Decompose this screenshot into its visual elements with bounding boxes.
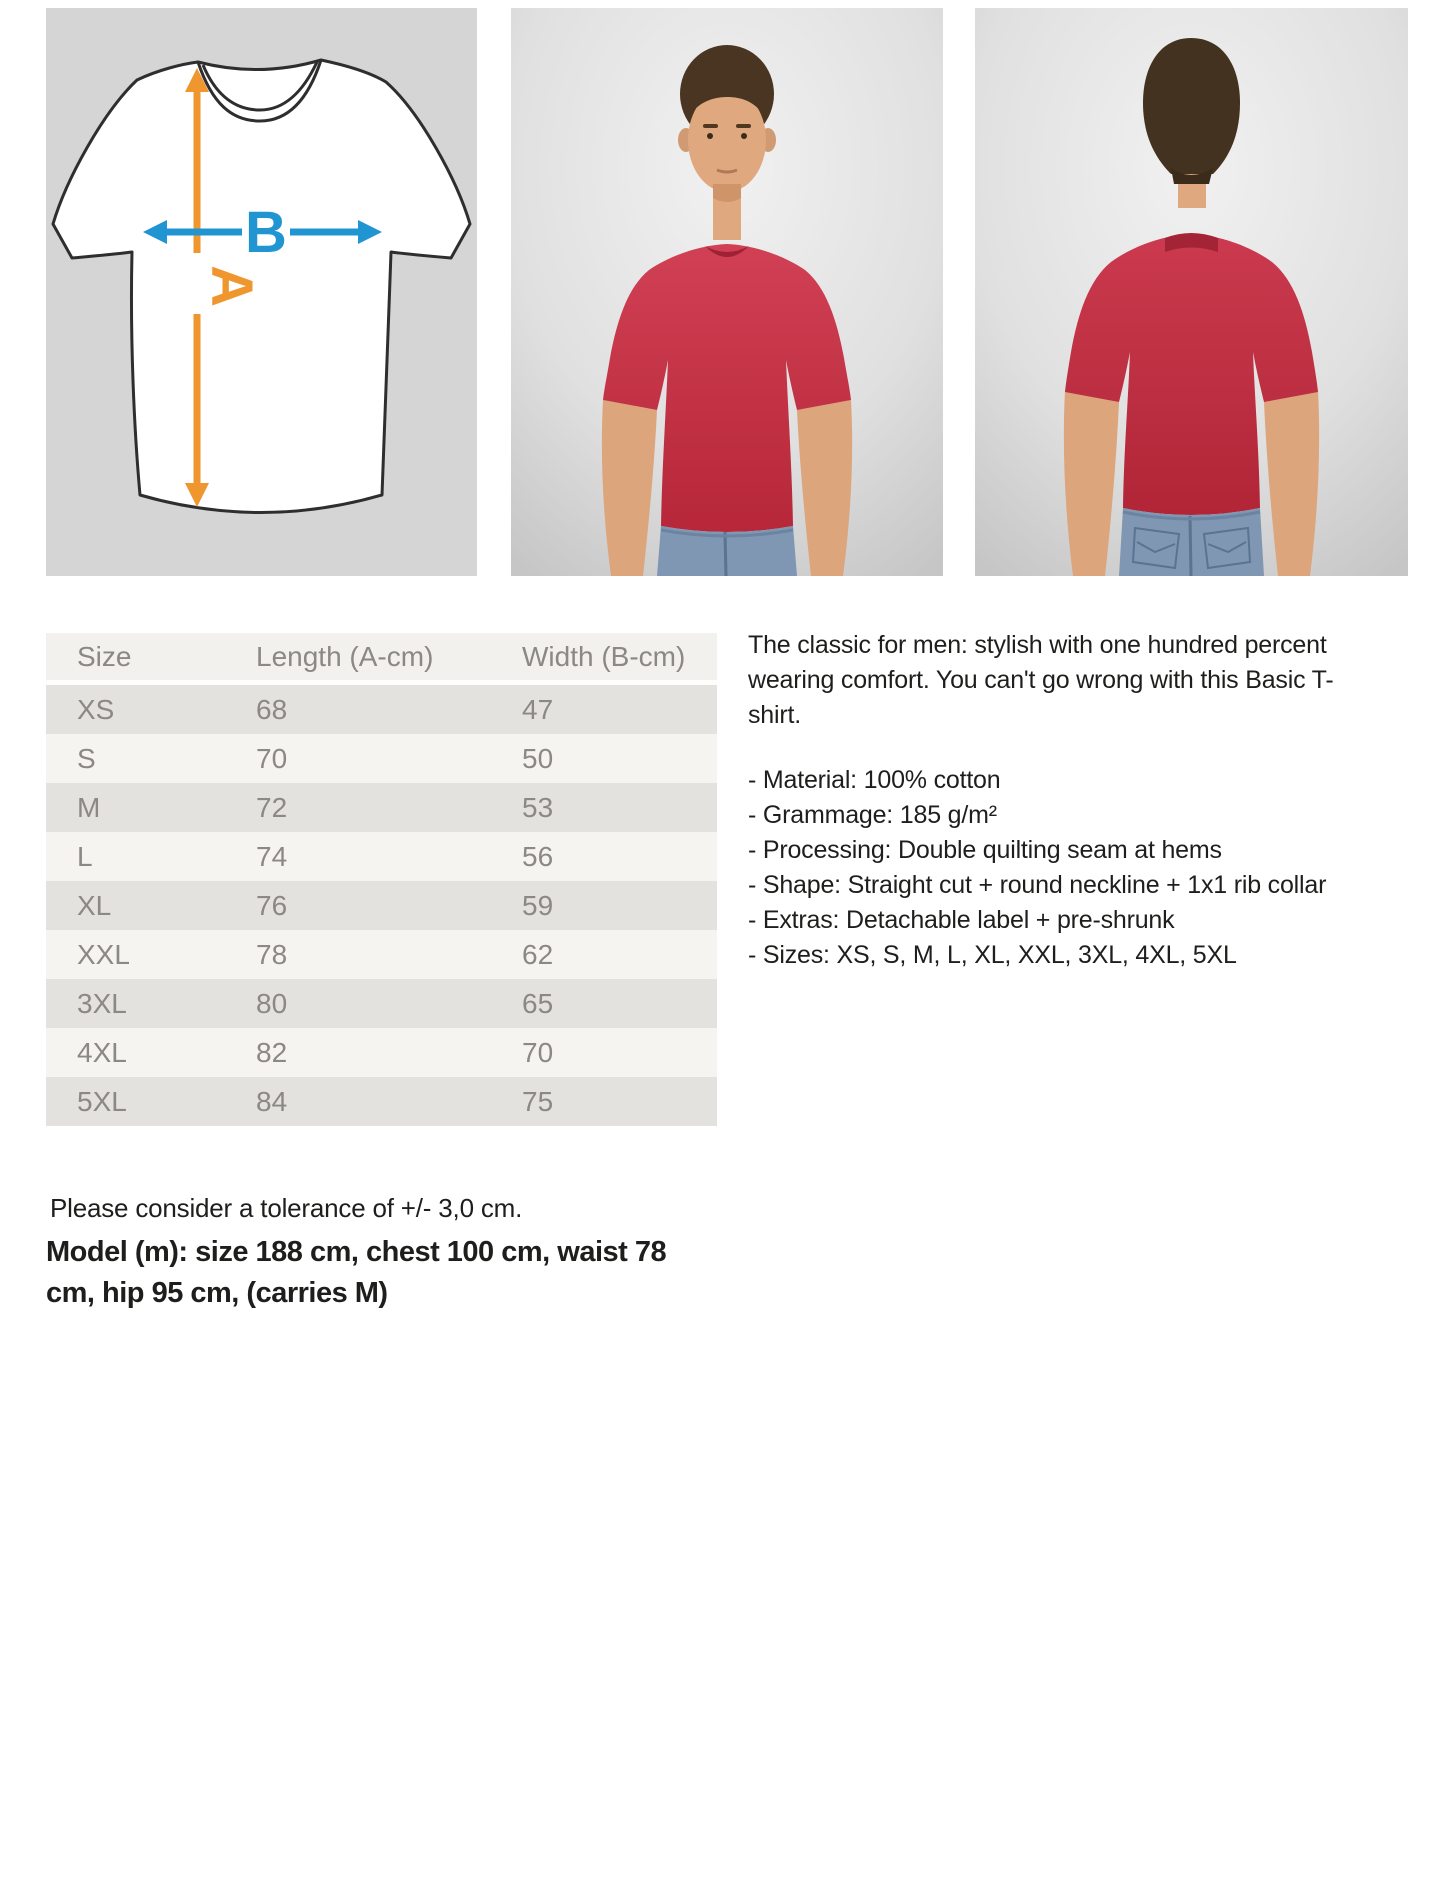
table-cell: XXL <box>77 938 130 970</box>
table-cell: 5XL <box>77 1085 127 1117</box>
table-cell: S <box>77 742 96 774</box>
bullet-item: - Grammage: 185 g/m² <box>748 801 997 829</box>
column-header-size: Size <box>46 633 225 683</box>
table-cell: 70 <box>256 742 288 774</box>
footer-notes <box>46 1192 711 1314</box>
tolerance-note: Please consider a tolerance of +/- 3,0 cm. <box>50 1193 523 1223</box>
table-cell: 59 <box>522 889 554 921</box>
model-info-note: Model (m): size 188 cm, chest 100 cm, waist 78 cm, hip 95 cm, (carries M) <box>46 1236 667 1309</box>
table-cell: 70 <box>522 1036 554 1068</box>
table-cell: M <box>77 791 101 823</box>
table-cell: 65 <box>522 987 554 1019</box>
size-table <box>46 633 717 1126</box>
table-cell: 53 <box>522 791 554 823</box>
model-front-photo <box>511 8 943 576</box>
bullet-item: - Shape: Straight cut + round neckline + 1x1 rib collar <box>748 871 1327 899</box>
table-cell: 50 <box>522 742 554 774</box>
model-back-figure <box>975 8 1408 576</box>
table-row <box>46 1028 717 1077</box>
table-cell: 56 <box>522 840 554 872</box>
table-row <box>46 881 717 930</box>
description-bullets <box>748 763 1368 973</box>
table-row <box>46 1077 717 1126</box>
table-row <box>46 783 717 832</box>
table-cell: 82 <box>256 1036 288 1068</box>
model-back-photo <box>975 8 1408 576</box>
table-cell: XL <box>77 889 112 921</box>
description-intro: The classic for men: stylish with one hundred percent wearing comfort. You can't go wrong with this Basic T-shirt. <box>748 631 1334 729</box>
table-cell: 74 <box>256 840 288 872</box>
table-header-row <box>46 633 717 683</box>
table-row <box>46 683 717 735</box>
bullet-item: - Material: 100% cotton <box>748 766 1001 794</box>
table-row <box>46 930 717 979</box>
table-cell: 3XL <box>77 987 127 1019</box>
column-header-width: Width (B-cm) <box>491 633 717 683</box>
table-cell: 72 <box>256 791 288 823</box>
front-jeans <box>657 526 797 576</box>
label-a: A <box>199 265 264 307</box>
size-diagram-graphic <box>46 8 477 576</box>
table-cell: 76 <box>256 889 288 921</box>
product-description <box>748 628 1368 973</box>
table-cell: 62 <box>522 938 554 970</box>
table-cell: L <box>77 840 93 872</box>
table-cell: 47 <box>522 693 554 725</box>
bullet-item: - Sizes: XS, S, M, L, XL, XXL, 3XL, 4XL, 5XL <box>748 941 1237 969</box>
bullet-item: - Extras: Detachable label + pre-shrunk <box>748 906 1175 934</box>
size-table-body <box>46 683 717 1127</box>
table-row <box>46 979 717 1028</box>
table-cell: 80 <box>256 987 288 1019</box>
table-cell: 4XL <box>77 1036 127 1068</box>
table-row <box>46 734 717 783</box>
back-jeans <box>1119 508 1264 576</box>
bullet-item: - Processing: Double quilting seam at hems <box>748 836 1222 864</box>
table-cell: XS <box>77 693 115 725</box>
table-cell: 84 <box>256 1085 288 1117</box>
table-cell: 68 <box>256 693 288 725</box>
table-row <box>46 832 717 881</box>
size-diagram-panel <box>46 8 477 576</box>
label-b: B <box>245 200 287 265</box>
model-front-figure <box>511 8 943 576</box>
table-cell: 78 <box>256 938 288 970</box>
table-cell: 75 <box>522 1085 554 1117</box>
column-header-length: Length (A-cm) <box>225 633 491 683</box>
